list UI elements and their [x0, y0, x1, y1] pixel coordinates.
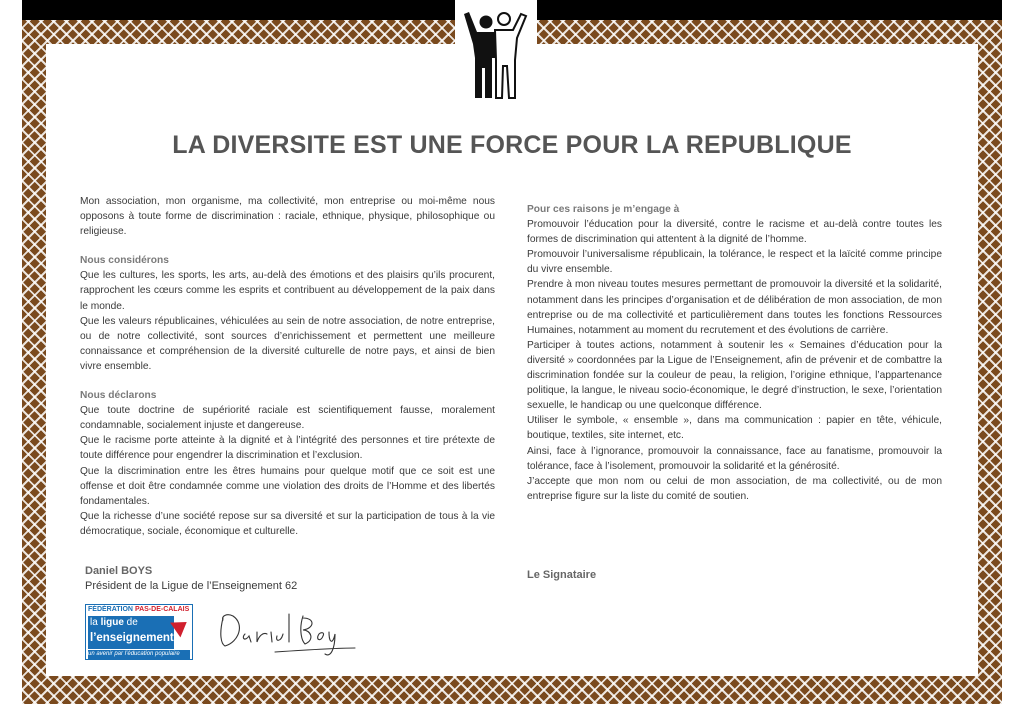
engagement-heading: Pour ces raisons je m’engage à	[527, 204, 680, 215]
logo-blue-block	[88, 616, 174, 649]
considerons-item: Que les valeurs républicaines, véhiculées au sein de notre association, de notre entreprise, ou de notre collectivité, sont sources d’enrichissement et permettent une meilleure connaissance et compréhension de la diversité culturelle de notre pays, et ainsi de bien vivre ensemble.	[80, 315, 495, 372]
considerons-item: Que les cultures, les sports, les arts, au-delà des émotions et des plaisirs qu’ils procurent, rapprochent les cœurs comme les esprits et contribuent au développement de la paix dans le monde.	[80, 270, 495, 312]
declarons-item: Que le racisme porte atteinte à la dignité et à l’intégrité des personnes et tire prétexte de toute différence pour engendrer la discrimination et l’exclusion.	[80, 435, 495, 462]
signataire-label: Le Signataire	[527, 569, 597, 581]
engagement-item: Prendre à mon niveau toutes mesures permettant de promouvoir la diversité et la solidarité, notamment dans les principes d’organisation et de délibération de mon association, de mon entreprise ou de ma collectivité et particulièrement dans toutes les fonctions Ressources Humaines, notamment au moment du recrutement et des évolutions de carrière.	[527, 279, 942, 336]
federation-label: FÉDÉRATION PAS-DE-CALAIS	[88, 606, 190, 613]
logo-line2: l’enseignement	[90, 632, 174, 644]
logo-tagline: un avenir par l’éducation populaire	[88, 650, 190, 659]
engagement-item: Ainsi, face à l’ignorance, promouvoir la connaissance, face au fanatisme, promouvoir la tolérance, face à l’isolement, promouvoir la solidarité et la générosité.	[527, 445, 942, 472]
ensemble-symbol	[455, 0, 537, 103]
ligue-enseignement-logo	[85, 604, 193, 660]
engagement-item: Promouvoir l’éducation pour la diversité, contre le racisme et au-delà contre toutes les formes de discrimination qui attentent à la dignité de l’homme.	[527, 219, 942, 246]
handwritten-signature	[215, 604, 365, 660]
engagement-item: Promouvoir l’universalisme républicain, la tolérance, le respect et la laïcité comme principe du vivre ensemble.	[527, 249, 942, 276]
declarons-item: Que la richesse d’une société repose sur sa diversité et sur la participation de tous à la vie démocratique, sociale, économique et culturelle.	[80, 510, 495, 537]
declarons-heading: Nous déclarons	[80, 390, 157, 402]
considerons-heading: Nous considérons	[80, 255, 169, 267]
declarons-item: Que la discrimination entre les êtres humains pour quelque motif que ce soit est une offense et doit être condamnée comme une violation des droits de l’Homme et des libertés fondamentales.	[80, 465, 495, 507]
engagement-item: Participer à toutes actions, notamment à soutenir les « Semaines d’éducation pour la diversité » coordonnées par la Ligue de l’Enseignement, afin de prévenir et de combattre la discrimination fondée sur la couleur de peau, la religion, l’origine ethnique, l’appartenance politique, la langue, le niveau socio-économique, le degré d’instruction, le sexe, l’orientation sexuelle, le handicap ou une quelconque différence.	[527, 339, 942, 412]
engagement-item: J’accepte que mon nom ou celui de mon association, de ma collectivité, ou de mon entreprise figure sur la liste du comité de soutien.	[527, 475, 942, 502]
declarons-item: Que toute doctrine de supériorité raciale est scientifiquement fausse, moralement condamnable, socialement injuste et dangereuse.	[80, 405, 495, 432]
page-title: LA DIVERSITE EST UNE FORCE POUR LA REPUBLIQUE	[172, 131, 852, 159]
logo-line1: la ligue de	[90, 617, 138, 628]
two-people-icon	[459, 8, 533, 100]
left-column	[80, 194, 495, 539]
signer-role: Président de la Ligue de l’Enseignement 62	[85, 580, 298, 592]
engagement-item: Utiliser le symbole, « ensemble », dans ma communication : papier en tête, véhicule, boutique, textiles, site internet, etc.	[527, 415, 942, 442]
intro-paragraph: Mon association, mon organisme, ma collectivité, mon entreprise ou moi-même nous opposons à toute forme de discrimination : raciale, ethnique, physique, philosophique ou religieuse.	[80, 196, 495, 238]
right-column	[527, 202, 942, 504]
signer-name: Daniel BOYS	[85, 565, 153, 577]
